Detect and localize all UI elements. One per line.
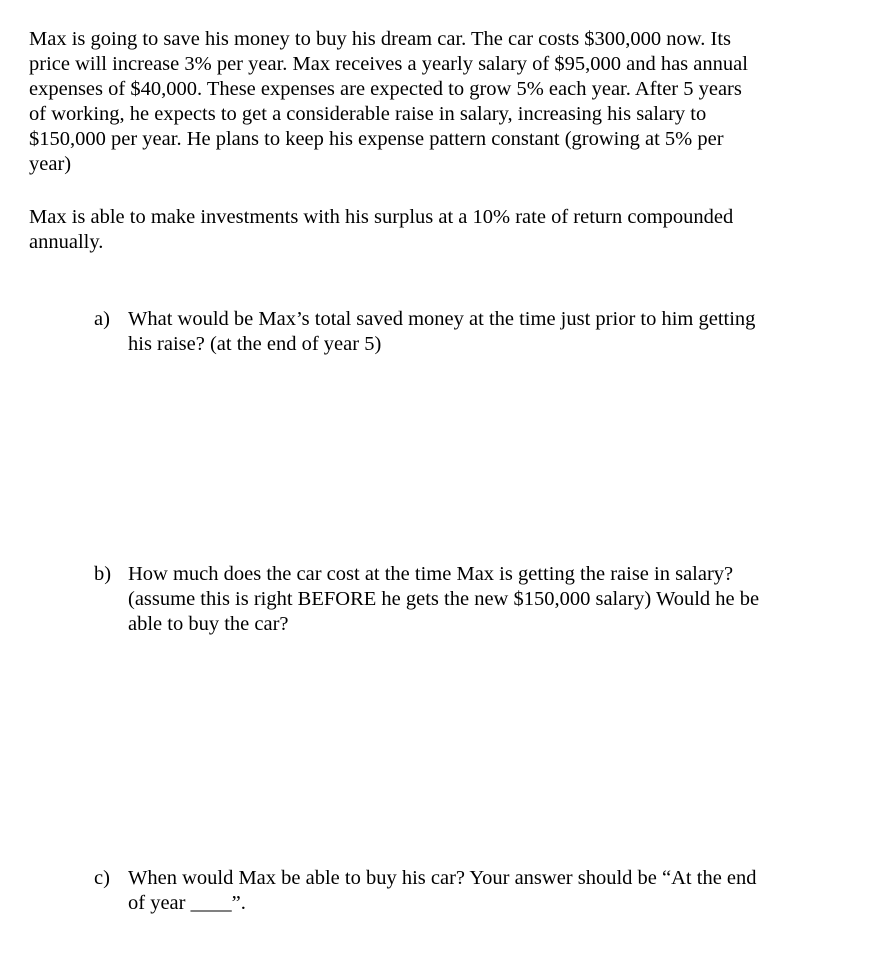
question-line: his raise? (at the end of year 5): [128, 333, 382, 355]
intro-line: year): [29, 153, 72, 175]
question-line: How much does the car cost at the time Max is getting the raise in salary?: [128, 563, 734, 585]
question-a: [94, 307, 854, 357]
question-b: [94, 562, 854, 637]
question-text: [128, 866, 854, 916]
intro-line: Max is going to save his money to buy his dream car. The car costs $300,000 now. Its: [29, 28, 732, 50]
question-c: [94, 866, 854, 916]
intro-line: expenses of $40,000. These expenses are expected to grow 5% each year. After 5 years: [29, 78, 742, 100]
question-text: [128, 562, 854, 637]
investment-line: Max is able to make investments with his surplus at a 10% rate of return compounded: [29, 206, 734, 228]
question-line: When would Max be able to buy his car? Your answer should be “At the end: [128, 867, 757, 889]
question-letter: a): [94, 308, 110, 330]
investment-paragraph: [29, 205, 829, 255]
intro-line: of working, he expects to get a considerable raise in salary, increasing his salary to: [29, 103, 707, 125]
question-letter: b): [94, 563, 112, 585]
question-line: (assume this is right BEFORE he gets the new $150,000 salary) Would he be: [128, 588, 760, 610]
question-letter: c): [94, 867, 110, 889]
intro-line: $150,000 per year. He plans to keep his expense pattern constant (growing at 5% per: [29, 128, 724, 150]
question-line: of year ____”.: [128, 892, 246, 914]
question-line: What would be Max’s total saved money at the time just prior to him getting: [128, 308, 756, 330]
intro-paragraph: [29, 27, 829, 177]
investment-line: annually.: [29, 231, 104, 253]
question-text: [128, 307, 854, 357]
question-line: able to buy the car?: [128, 613, 289, 635]
intro-line: price will increase 3% per year. Max receives a yearly salary of $95,000 and has annual: [29, 53, 748, 75]
